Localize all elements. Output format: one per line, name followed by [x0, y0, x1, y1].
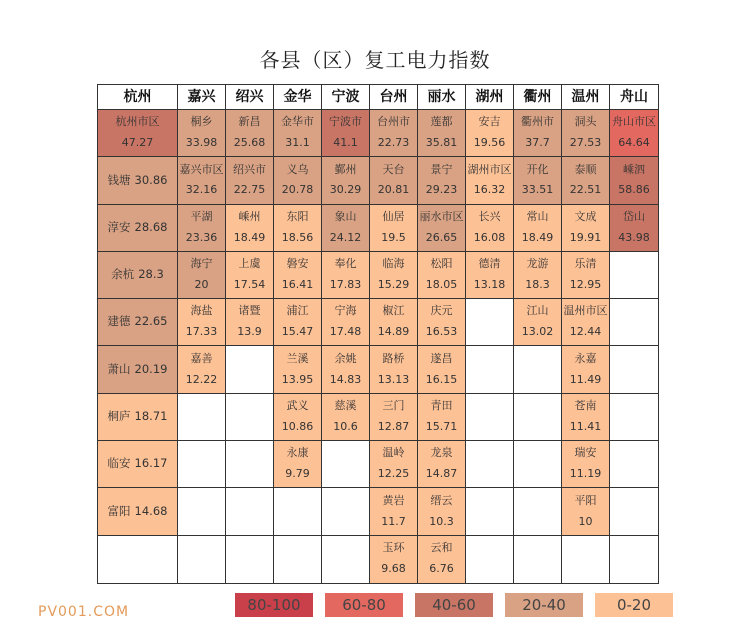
- data-cell: [562, 252, 610, 299]
- index-value: 17.48: [329, 325, 362, 339]
- data-cell: [98, 110, 178, 157]
- data-cell: [370, 205, 418, 252]
- column-header: 湖州: [466, 85, 514, 110]
- legend: [235, 593, 673, 617]
- data-cell: [178, 252, 226, 299]
- index-value: 17.54: [233, 278, 266, 292]
- index-value: 20.19: [134, 361, 168, 376]
- data-cell: [226, 205, 274, 252]
- data-cell: [274, 394, 322, 441]
- county-name: 鄞州: [334, 162, 357, 176]
- index-value: 20.78: [281, 183, 314, 197]
- empty-cell: [226, 346, 274, 393]
- index-value: 35.81: [425, 136, 458, 150]
- empty-cell: [466, 536, 514, 583]
- county-name: 嘉兴市区: [179, 162, 224, 176]
- data-cell: [562, 157, 610, 204]
- county-name: 安吉: [478, 115, 501, 129]
- data-cell: [322, 346, 370, 393]
- index-value: 28.3: [138, 267, 164, 282]
- index-value: 11.41: [569, 419, 602, 433]
- county-name: 余杭: [111, 267, 135, 282]
- county-name: 义乌: [286, 162, 309, 176]
- county-name: 湖州市区: [467, 162, 512, 176]
- county-name: 椒江: [382, 304, 405, 318]
- data-cell: [98, 157, 178, 204]
- index-value: 29.23: [425, 183, 458, 197]
- county-name: 洞头: [574, 115, 597, 129]
- index-value: 47.27: [121, 136, 154, 150]
- data-cell: [418, 346, 466, 393]
- county-name: 诸暨: [238, 304, 261, 318]
- empty-cell: [178, 536, 226, 583]
- county-name: 建德: [107, 314, 131, 329]
- index-value: 20: [194, 278, 209, 292]
- empty-cell: [514, 394, 562, 441]
- county-name: 永康: [286, 446, 309, 460]
- data-cell: [178, 346, 226, 393]
- index-value: 16.32: [473, 183, 506, 197]
- index-value: 22.73: [377, 136, 410, 150]
- data-cell: [226, 157, 274, 204]
- column-header: 温州: [562, 85, 610, 110]
- data-cell: [418, 299, 466, 346]
- county-name: 台州市: [377, 115, 410, 129]
- data-cell: [370, 488, 418, 535]
- index-value: 14.89: [377, 325, 410, 339]
- county-name: 龙游: [526, 257, 549, 271]
- legend-item: 0-20: [595, 593, 673, 617]
- empty-cell: [466, 299, 514, 346]
- county-name: 浦江: [286, 304, 309, 318]
- data-cell: [514, 205, 562, 252]
- data-cell: [610, 157, 658, 204]
- county-name: 舟山市区: [612, 115, 656, 129]
- empty-cell: [322, 536, 370, 583]
- legend-item: 80-100: [235, 593, 313, 617]
- empty-cell: [98, 536, 178, 583]
- data-cell: [274, 346, 322, 393]
- index-value: 15.29: [377, 278, 410, 292]
- empty-cell: [274, 488, 322, 535]
- index-value: 12.25: [377, 467, 410, 481]
- county-name: 兰溪: [286, 351, 309, 365]
- empty-cell: [610, 252, 658, 299]
- index-value: 18.49: [233, 230, 266, 244]
- index-value: 11.7: [381, 514, 406, 528]
- data-cell: [322, 299, 370, 346]
- data-cell: [370, 441, 418, 488]
- index-value: 33.51: [521, 183, 554, 197]
- county-name: 武义: [286, 399, 309, 413]
- index-value: 15.47: [281, 325, 314, 339]
- column-header: 台州: [370, 85, 418, 110]
- county-name: 永嘉: [574, 351, 597, 365]
- county-name: 龙泉: [430, 446, 453, 460]
- county-name: 温岭: [382, 446, 405, 460]
- index-table: [97, 84, 659, 584]
- county-name: 绍兴市: [233, 162, 266, 176]
- index-value: 11.49: [569, 372, 602, 386]
- county-name: 云和: [430, 541, 453, 555]
- data-cell: [322, 157, 370, 204]
- index-value: 13.95: [281, 372, 314, 386]
- index-value: 31.1: [285, 136, 310, 150]
- empty-cell: [610, 346, 658, 393]
- index-value: 12.44: [569, 325, 602, 339]
- index-value: 30.29: [329, 183, 362, 197]
- index-value: 18.49: [521, 230, 554, 244]
- index-value: 18.3: [525, 278, 550, 292]
- data-cell: [610, 110, 658, 157]
- empty-cell: [466, 488, 514, 535]
- empty-cell: [562, 536, 610, 583]
- data-cell: [418, 110, 466, 157]
- index-value: 30.86: [134, 172, 168, 187]
- county-name: 泰顺: [574, 162, 597, 176]
- county-name: 常山: [526, 209, 549, 223]
- index-value: 27.53: [569, 136, 602, 150]
- data-cell: [466, 157, 514, 204]
- county-name: 嘉善: [190, 351, 213, 365]
- index-value: 12.95: [569, 278, 602, 292]
- data-cell: [370, 299, 418, 346]
- index-value: 16.53: [425, 325, 458, 339]
- county-name: 慈溪: [334, 399, 357, 413]
- data-cell: [178, 205, 226, 252]
- empty-cell: [514, 488, 562, 535]
- empty-cell: [514, 536, 562, 583]
- index-value: 28.68: [134, 219, 168, 234]
- empty-cell: [466, 441, 514, 488]
- data-cell: [514, 110, 562, 157]
- data-cell: [418, 205, 466, 252]
- empty-cell: [466, 394, 514, 441]
- data-cell: [178, 110, 226, 157]
- data-cell: [226, 252, 274, 299]
- county-name: 宁波市: [329, 115, 362, 129]
- index-value: 19.5: [381, 230, 406, 244]
- index-value: 22.51: [569, 183, 602, 197]
- legend-item: 20-40: [505, 593, 583, 617]
- index-value: 33.98: [185, 136, 218, 150]
- empty-cell: [226, 441, 274, 488]
- data-cell: [418, 394, 466, 441]
- empty-cell: [610, 299, 658, 346]
- county-name: 温州市区: [563, 304, 608, 318]
- empty-cell: [610, 536, 658, 583]
- empty-cell: [610, 488, 658, 535]
- index-value: 22.75: [233, 183, 266, 197]
- county-name: 黄岩: [382, 493, 405, 507]
- index-value: 6.76: [429, 562, 454, 576]
- empty-cell: [610, 441, 658, 488]
- data-cell: [418, 536, 466, 583]
- data-cell: [418, 441, 466, 488]
- data-cell: [274, 299, 322, 346]
- column-header: 宁波: [322, 85, 370, 110]
- county-name: 嵊州: [238, 209, 261, 223]
- index-value: 10.6: [333, 419, 358, 433]
- empty-cell: [178, 394, 226, 441]
- data-cell: [274, 252, 322, 299]
- index-value: 22.65: [134, 314, 168, 329]
- data-cell: [610, 205, 658, 252]
- county-name: 新昌: [238, 115, 261, 129]
- data-cell: [562, 394, 610, 441]
- empty-cell: [322, 441, 370, 488]
- data-cell: [98, 299, 178, 346]
- county-name: 莲都: [430, 115, 453, 129]
- county-name: 仙居: [382, 209, 405, 223]
- county-name: 德清: [478, 257, 501, 271]
- index-value: 11.19: [569, 467, 602, 481]
- index-value: 16.17: [134, 456, 168, 471]
- index-value: 16.41: [281, 278, 314, 292]
- data-cell: [514, 299, 562, 346]
- county-name: 金华市: [281, 115, 314, 129]
- county-name: 临安: [107, 456, 131, 471]
- column-header: 金华: [274, 85, 322, 110]
- county-name: 庆元: [430, 304, 453, 318]
- index-value: 25.68: [233, 136, 266, 150]
- county-name: 富阳: [107, 503, 131, 518]
- county-name: 桐庐: [107, 409, 131, 423]
- data-cell: [274, 441, 322, 488]
- data-cell: [418, 252, 466, 299]
- empty-cell: [226, 488, 274, 535]
- index-value: 58.86: [618, 183, 650, 197]
- county-name: 平湖: [190, 209, 213, 223]
- index-value: 37.7: [525, 136, 550, 150]
- data-cell: [178, 157, 226, 204]
- index-value: 13.18: [473, 278, 506, 292]
- empty-cell: [274, 536, 322, 583]
- empty-cell: [178, 488, 226, 535]
- column-header: 嘉兴: [178, 85, 226, 110]
- county-name: 衢州市: [521, 115, 554, 129]
- column-header: 丽水: [418, 85, 466, 110]
- data-cell: [562, 346, 610, 393]
- empty-cell: [514, 441, 562, 488]
- empty-cell: [226, 394, 274, 441]
- index-value: 9.68: [381, 562, 406, 576]
- index-value: 18.56: [281, 230, 314, 244]
- data-cell: [226, 110, 274, 157]
- county-name: 桐乡: [190, 115, 213, 129]
- county-name: 象山: [334, 209, 357, 223]
- index-value: 32.16: [185, 183, 218, 197]
- index-value: 9.79: [285, 467, 310, 481]
- legend-item: 60-80: [325, 593, 403, 617]
- index-value: 12.87: [377, 419, 410, 433]
- index-value: 10.86: [281, 419, 314, 433]
- county-name: 东阳: [286, 209, 309, 223]
- empty-cell: [514, 346, 562, 393]
- index-value: 10.3: [429, 514, 454, 528]
- data-cell: [322, 394, 370, 441]
- index-value: 17.83: [329, 278, 362, 292]
- county-name: 岱山: [623, 209, 645, 223]
- data-cell: [178, 299, 226, 346]
- data-cell: [98, 394, 178, 441]
- data-cell: [98, 441, 178, 488]
- county-name: 钱塘: [107, 172, 131, 187]
- data-cell: [370, 394, 418, 441]
- data-cell: [274, 110, 322, 157]
- county-name: 临海: [382, 257, 405, 271]
- data-cell: [98, 252, 178, 299]
- county-name: 宁海: [334, 304, 357, 318]
- column-header: 舟山: [610, 85, 658, 110]
- county-name: 缙云: [430, 493, 453, 507]
- data-cell: [98, 488, 178, 535]
- county-name: 江山: [526, 304, 549, 318]
- index-value: 13.9: [237, 325, 262, 339]
- data-cell: [370, 110, 418, 157]
- legend-item: 40-60: [415, 593, 493, 617]
- index-value: 10: [578, 514, 593, 528]
- index-value: 26.65: [425, 230, 458, 244]
- data-cell: [514, 157, 562, 204]
- index-value: 18.71: [134, 409, 168, 423]
- data-cell: [466, 110, 514, 157]
- index-value: 14.83: [329, 372, 362, 386]
- county-name: 遂昌: [430, 351, 453, 365]
- county-name: 平阳: [574, 493, 597, 507]
- data-cell: [370, 252, 418, 299]
- data-cell: [466, 205, 514, 252]
- data-cell: [562, 441, 610, 488]
- data-cell: [370, 346, 418, 393]
- county-name: 三门: [382, 399, 405, 413]
- index-value: 13.02: [521, 325, 554, 339]
- column-header: 杭州: [98, 85, 178, 110]
- data-cell: [562, 488, 610, 535]
- county-name: 天台: [382, 162, 405, 176]
- data-cell: [562, 299, 610, 346]
- data-cell: [274, 205, 322, 252]
- data-cell: [370, 536, 418, 583]
- county-name: 杭州市区: [115, 115, 160, 129]
- index-value: 19.91: [569, 230, 602, 244]
- county-name: 上虞: [238, 257, 261, 271]
- chart-title: 各县（区）复工电力指数: [259, 48, 491, 72]
- data-cell: [322, 252, 370, 299]
- index-value: 16.08: [473, 230, 506, 244]
- index-value: 24.12: [329, 230, 362, 244]
- county-name: 苍南: [574, 399, 597, 413]
- data-cell: [418, 488, 466, 535]
- data-cell: [418, 157, 466, 204]
- index-value: 23.36: [185, 230, 218, 244]
- empty-cell: [466, 346, 514, 393]
- index-value: 15.71: [425, 419, 458, 433]
- county-name: 路桥: [382, 351, 405, 365]
- data-cell: [98, 205, 178, 252]
- watermark: PV001.COM: [38, 604, 130, 620]
- empty-cell: [178, 441, 226, 488]
- county-name: 奉化: [334, 257, 357, 271]
- data-cell: [370, 157, 418, 204]
- index-value: 20.81: [377, 183, 410, 197]
- county-name: 乐清: [574, 257, 597, 271]
- county-name: 萧山: [107, 361, 131, 376]
- index-value: 16.15: [425, 372, 458, 386]
- index-value: 17.33: [185, 325, 218, 339]
- county-name: 淳安: [107, 219, 131, 234]
- data-cell: [562, 110, 610, 157]
- index-value: 64.64: [618, 136, 650, 150]
- data-cell: [466, 252, 514, 299]
- data-cell: [98, 346, 178, 393]
- county-name: 青田: [430, 399, 453, 413]
- data-cell: [226, 299, 274, 346]
- index-value: 43.98: [618, 230, 650, 244]
- county-name: 开化: [526, 162, 549, 176]
- county-name: 文成: [574, 209, 597, 223]
- index-value: 41.1: [333, 136, 358, 150]
- county-name: 长兴: [478, 209, 501, 223]
- index-value: 18.05: [425, 278, 458, 292]
- empty-cell: [226, 536, 274, 583]
- index-value: 19.56: [473, 136, 506, 150]
- county-name: 松阳: [430, 257, 453, 271]
- data-cell: [274, 157, 322, 204]
- county-name: 嵊泗: [623, 162, 645, 176]
- county-name: 磐安: [286, 257, 309, 271]
- column-header: 绍兴: [226, 85, 274, 110]
- county-name: 瑞安: [574, 446, 597, 460]
- data-cell: [322, 110, 370, 157]
- index-value: 12.22: [185, 372, 218, 386]
- county-name: 玉环: [382, 541, 405, 555]
- county-name: 海宁: [190, 257, 213, 271]
- index-value: 14.68: [134, 503, 168, 518]
- data-cell: [514, 252, 562, 299]
- empty-cell: [610, 394, 658, 441]
- data-cell: [562, 205, 610, 252]
- county-name: 丽水市区: [419, 209, 464, 223]
- column-header: 衢州: [514, 85, 562, 110]
- index-value: 13.13: [377, 372, 410, 386]
- county-name: 景宁: [430, 162, 453, 176]
- data-cell: [322, 205, 370, 252]
- empty-cell: [322, 488, 370, 535]
- index-value: 14.87: [425, 467, 458, 481]
- county-name: 海盐: [190, 304, 213, 318]
- county-name: 余姚: [334, 351, 357, 365]
